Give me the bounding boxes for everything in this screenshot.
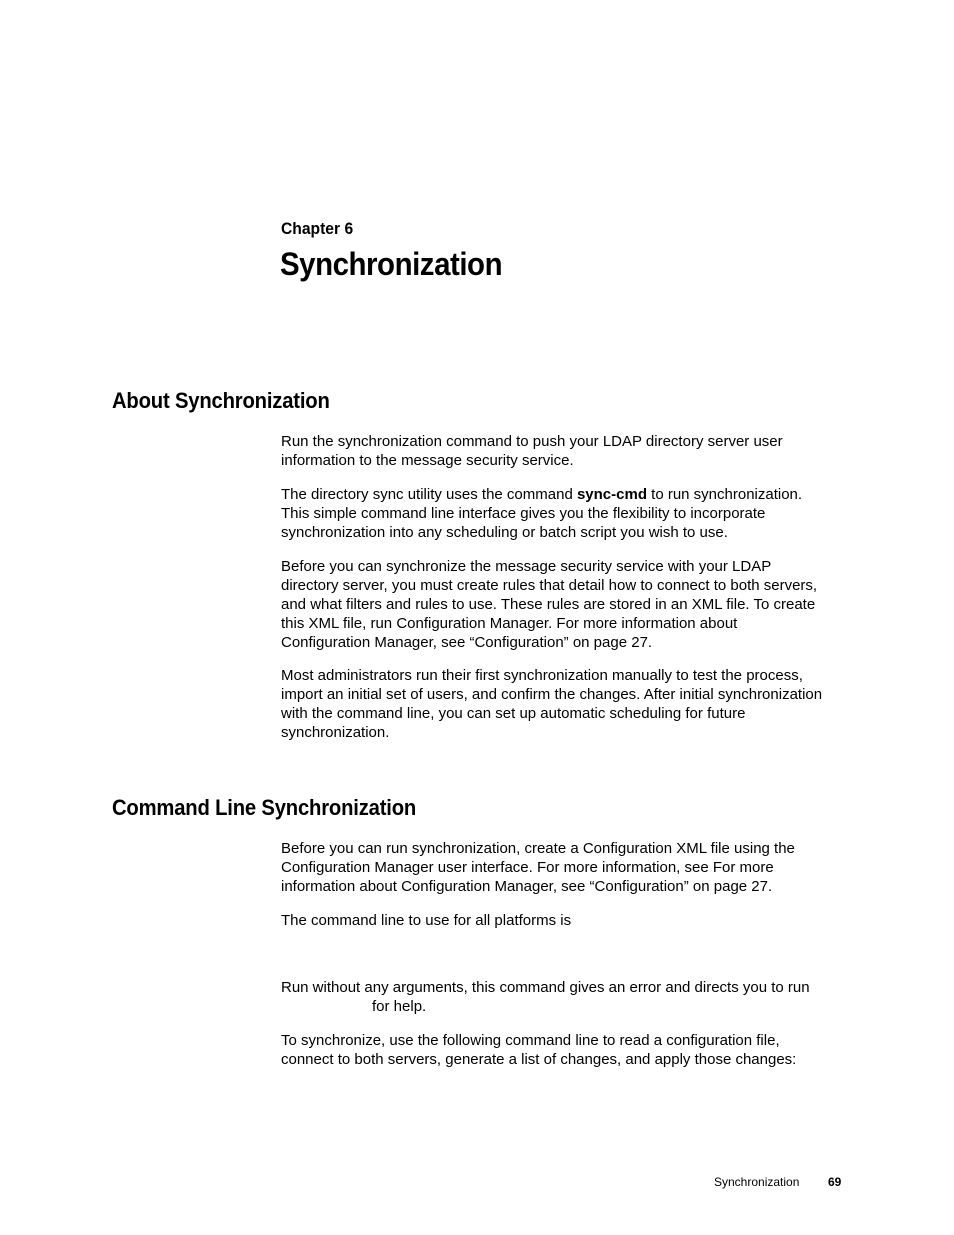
paragraph-line: with the command line, you can set up automatic scheduling for future [281,705,746,722]
paragraph-line: The command line to use for all platforms is [281,912,572,929]
paragraph-line: information about Configuration Manager, see “Configuration” on page 27. [281,878,773,895]
paragraph-line: Most administrators run their first synchronization manually to test the process, [281,667,803,684]
command-name: sync-cmd [576,486,647,503]
paragraph-line: Run the synchronization command to push your LDAP directory server user [281,433,783,450]
paragraph-line: Configuration Manager user interface. For more information, see For more [281,859,774,876]
paragraph-line: synchronization. [281,724,390,741]
paragraph-line: Run without any arguments, this command gives an error and directs you to run [281,979,810,996]
paragraph [281,432,851,470]
paragraph-line [281,485,851,504]
paragraph [281,1031,851,1069]
section-heading-command-line: Command Line Synchronization [112,795,417,820]
paragraph-line: and what filters and rules to use. These rules are stored in an XML file. To create [281,596,816,613]
paragraph-line: This simple command line interface gives you the flexibility to incorporate [281,505,766,522]
paragraph-line: import an initial set of users, and confirm the changes. After initial synchronization [281,686,823,703]
section-heading-about: About Synchronization [112,388,330,413]
paragraph-line: this XML file, run Configuration Manager. For more information about [281,615,738,632]
chapter-label: Chapter 6 [281,219,354,238]
paragraph-line: To synchronize, use the following command line to read a configuration file, [281,1032,780,1049]
paragraph-line: Configuration Manager, see “Configuration” on page 27. [281,634,653,651]
paragraph [281,978,851,1016]
paragraph-line: information to the message security service. [281,452,574,469]
chapter-title: Synchronization [280,246,503,282]
paragraph-line: synchronization into any scheduling or batch script you wish to use. [281,524,728,541]
paragraph [281,911,851,930]
paragraph [281,485,851,542]
paragraph [281,666,851,742]
paragraph [281,839,851,896]
footer-page-number: 69 [828,1175,842,1189]
text-run: to run synchronization. [646,486,803,503]
footer-section-name: Synchronization [714,1175,800,1189]
paragraph-line: connect to both servers, generate a list of changes, and apply those changes: [281,1051,797,1068]
paragraph-line: directory server, you must create rules that detail how to connect to both servers, [281,577,818,594]
text-run: The directory sync utility uses the command [281,486,577,503]
paragraph-line: Before you can synchronize the message security service with your LDAP [281,558,772,575]
paragraph [281,557,851,652]
paragraph-line: Before you can run synchronization, create a Configuration XML file using the [281,840,795,857]
paragraph-line: for help. [372,998,427,1015]
